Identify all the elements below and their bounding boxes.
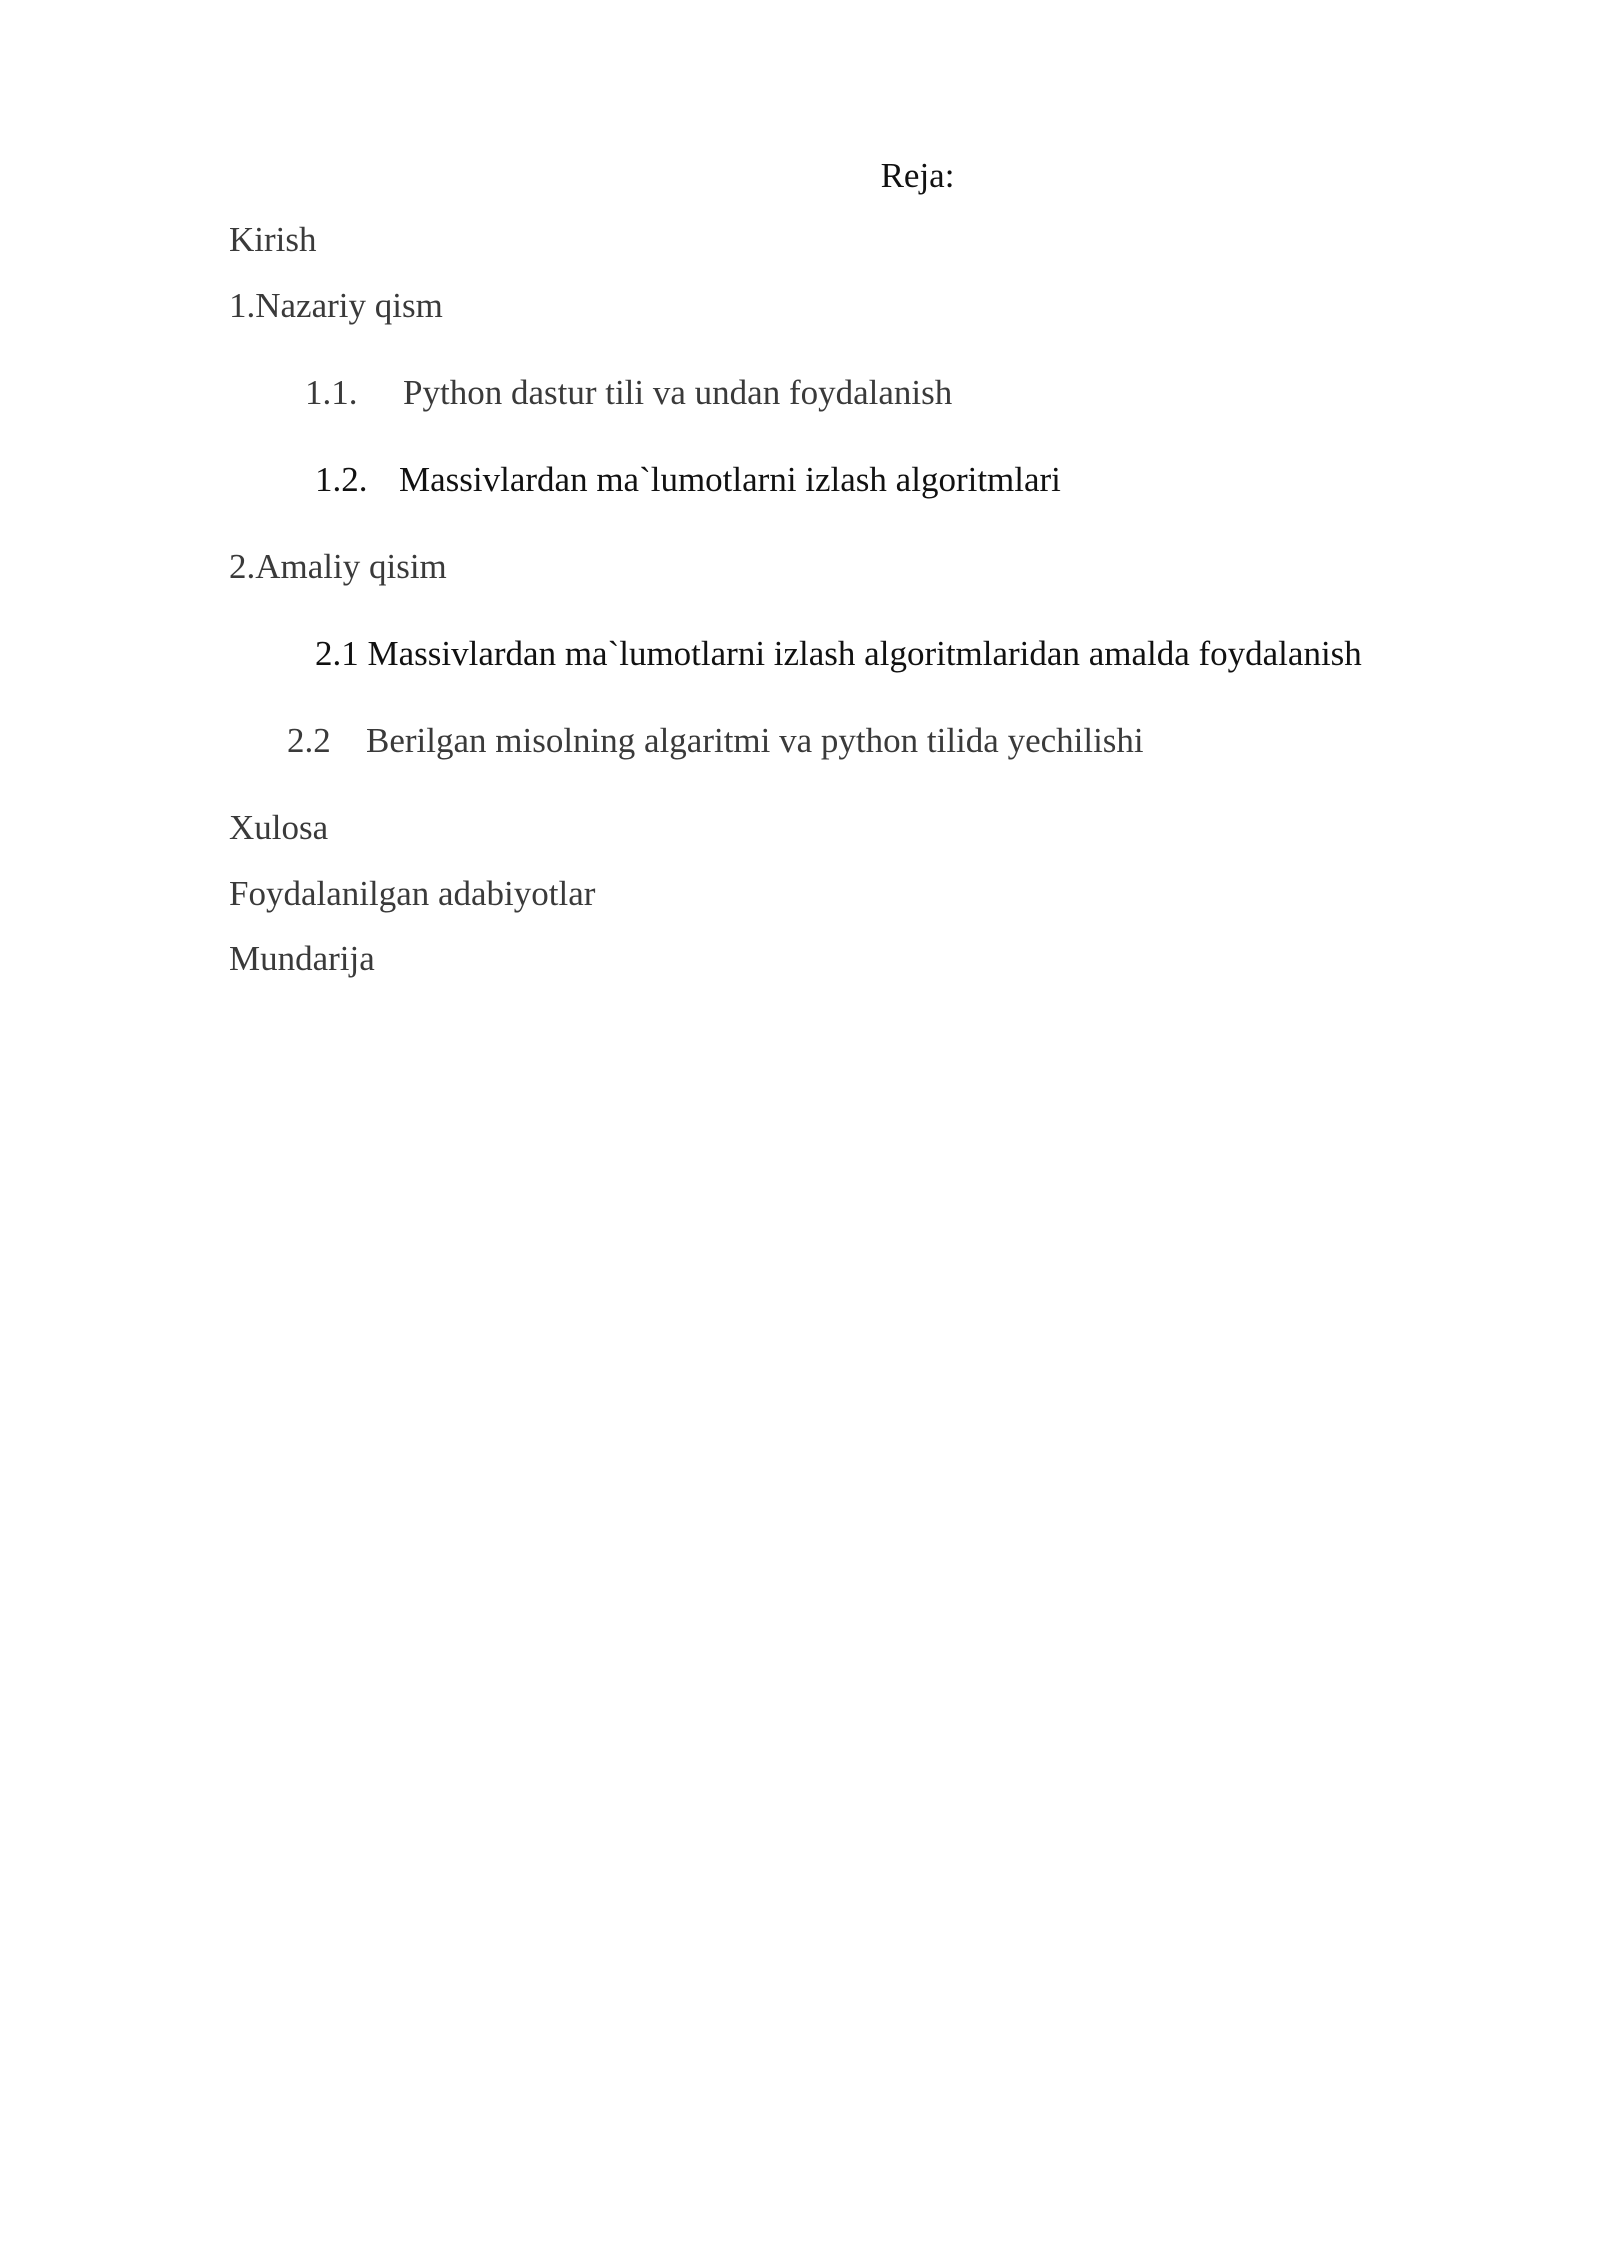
toc-item-xulosa: Xulosa: [229, 808, 329, 847]
toc-item-foydalanilgan-adabiyotlar: Foydalanilgan adabiyotlar: [229, 874, 596, 913]
toc-item-amaliy-qisim: 2.Amaliy qisim: [229, 547, 447, 586]
page-title: Reja:: [880, 156, 955, 195]
toc-item-1-2-number: 1.2.: [315, 460, 368, 499]
toc-item-1-1: [305, 371, 952, 415]
toc-item-1-2: [315, 458, 1061, 502]
toc-item-kirish: Kirish: [229, 220, 317, 259]
toc-item-2-1: 2.1 Massivlardan ma`lumotlarni izlash algoritmlaridan amalda foydalanish: [315, 634, 1362, 673]
toc-item-1-2-label: Massivlardan ma`lumotlarni izlash algoritmlari: [399, 460, 1061, 499]
toc-item-1-1-label: Python dastur tili va undan foydalanish: [403, 373, 953, 412]
toc-item-2-2-number: 2.2: [287, 721, 331, 760]
toc-item-nazariy-qism: 1.Nazariy qism: [229, 286, 443, 325]
toc-item-1-1-number: 1.1.: [305, 373, 358, 412]
toc-item-2-2-label: Berilgan misolning algaritmi va python tilida yechilishi: [366, 721, 1144, 760]
toc-item-2-2: [287, 719, 1144, 763]
toc-item-mundarija: Mundarija: [229, 939, 375, 978]
